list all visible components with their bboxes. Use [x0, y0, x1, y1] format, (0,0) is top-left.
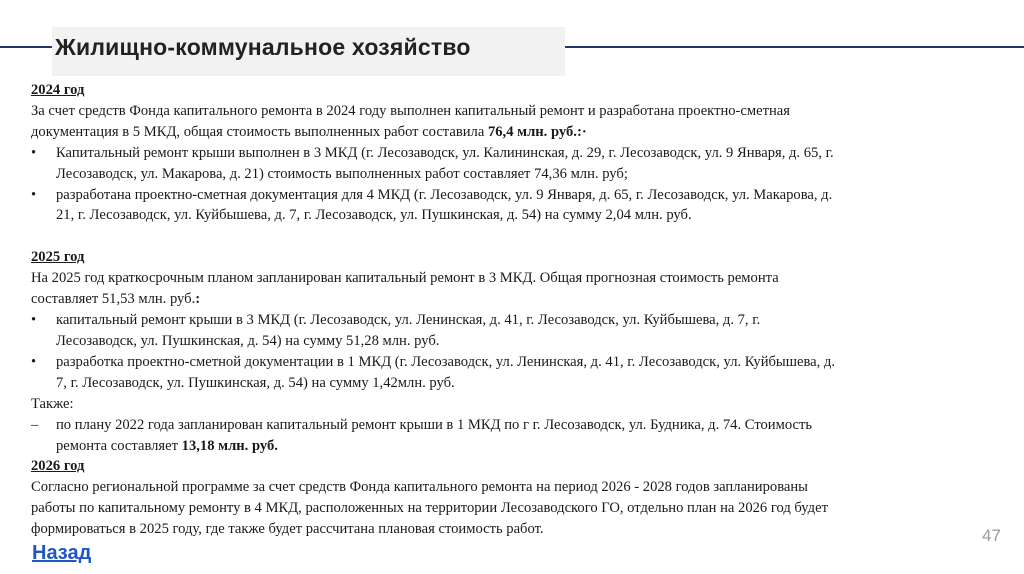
back-link[interactable]: Назад — [32, 542, 92, 564]
bullet-mark: • — [31, 144, 37, 161]
bullet-line: Лесозаводск, ул. Макарова, д. 21) стоимость выполненных работ составляет 74,36 млн. руб; — [56, 165, 628, 182]
list-item — [31, 415, 991, 457]
header-rule-left — [0, 46, 52, 48]
page-number: 47 — [982, 526, 1001, 545]
list-item — [31, 185, 991, 227]
text-2026-line2: работы по капитальному ремонту в 4 МКД, расположенных на территории Лесозаводского ГО, отдельно план на 2026 год будет — [31, 500, 828, 517]
bullet-line: Лесозаводск, ул. Пушкинская, д. 54) на сумму 51,28 млн. руб. — [56, 332, 440, 349]
also-label: Также: — [31, 395, 74, 412]
intro-2024-line2 — [31, 122, 991, 143]
also-line2 — [56, 436, 991, 457]
intro-2025-line1: На 2025 год краткосрочным планом запланирован капитальный ремонт в 3 МКД. Общая прогнозная стоимость ремонта — [31, 270, 779, 287]
amount-2024: 76,4 млн. руб.: — [487, 123, 582, 140]
document-body — [31, 80, 991, 540]
bullet-line: капитальный ремонт крыши в 3 МКД (г. Лесозаводск, ул. Ленинская, д. 41, г. Лесозаводск, ул. Куйбышева, д. 7, г. — [56, 312, 761, 329]
bullet-line: 21, г. Лесозаводск, ул. Куйбышева, д. 7, г. Лесозаводск, ул. Пушкинская, д. 54) на сумму 2,04 млн. руб. — [56, 207, 692, 224]
bullet-line: разработана проектно-сметная документация для 4 МКД (г. Лесозаводск, ул. 9 Января, д. 65, г. Лесозаводск, ул. Макарова, д. — [56, 186, 833, 203]
bullet-line: разработка проектно-сметной документации в 1 МКД (г. Лесозаводск, ул. Ленинская, д. 41, г. Лесозаводск, ул. Куйбышева, д. — [56, 353, 836, 370]
dash-mark: – — [31, 416, 39, 433]
bullet-mark: • — [31, 312, 37, 329]
intro-2024-text: документация в 5 МКД, общая стоимость выполненных работ составила — [31, 123, 488, 140]
also-text: ремонта составляет — [56, 437, 182, 454]
also-line1: по плану 2022 года запланирован капитальный ремонт крыши в 1 МКД по г г. Лесозаводск, ул. Будника, д. 74. Стоимость — [56, 416, 813, 433]
heading-2026: 2026 год — [31, 458, 85, 475]
bullet-line: 7, г. Лесозаводск, ул. Пушкинская, д. 54) на сумму 1,42млн. руб. — [56, 374, 455, 391]
list-item — [31, 352, 991, 394]
heading-2024: 2024 год — [31, 82, 85, 98]
list-item — [31, 310, 991, 352]
text-2026-line1: Согласно региональной программе за счет средств Фонда капитального ремонта на период 2026 - 2028 годов запланированы — [31, 479, 808, 496]
intro-2025-colon: : — [195, 291, 201, 308]
spacer — [31, 226, 991, 247]
heading-2025: 2025 год — [31, 249, 85, 266]
amount-also: 13,18 млн. руб. — [181, 437, 278, 454]
intro-2024-tail: · — [581, 123, 587, 140]
page-title: Жилищно-коммунальное хозяйство — [55, 34, 471, 60]
header-rule-right — [565, 46, 1024, 48]
intro-2025-text: составляет 51,53 млн. руб. — [31, 291, 196, 308]
bullet-mark: • — [31, 353, 37, 370]
text-2026-line3: формироваться в 2025 году, где также будет рассчитана плановая стоимость работ. — [31, 521, 544, 538]
bullet-line: Капитальный ремонт крыши выполнен в 3 МКД (г. Лесозаводск, ул. Калининская, д. 29, г. Лесозаводск, ул. 9 Января, д. 65, г. — [56, 144, 834, 161]
intro-2024-line1: За счет средств Фонда капитального ремонта в 2024 году выполнен капитальный ремонт и разработана проектно-сметная — [31, 102, 790, 119]
intro-2025-line2 — [31, 289, 991, 310]
list-item — [31, 143, 991, 185]
bullet-mark: • — [31, 186, 37, 203]
